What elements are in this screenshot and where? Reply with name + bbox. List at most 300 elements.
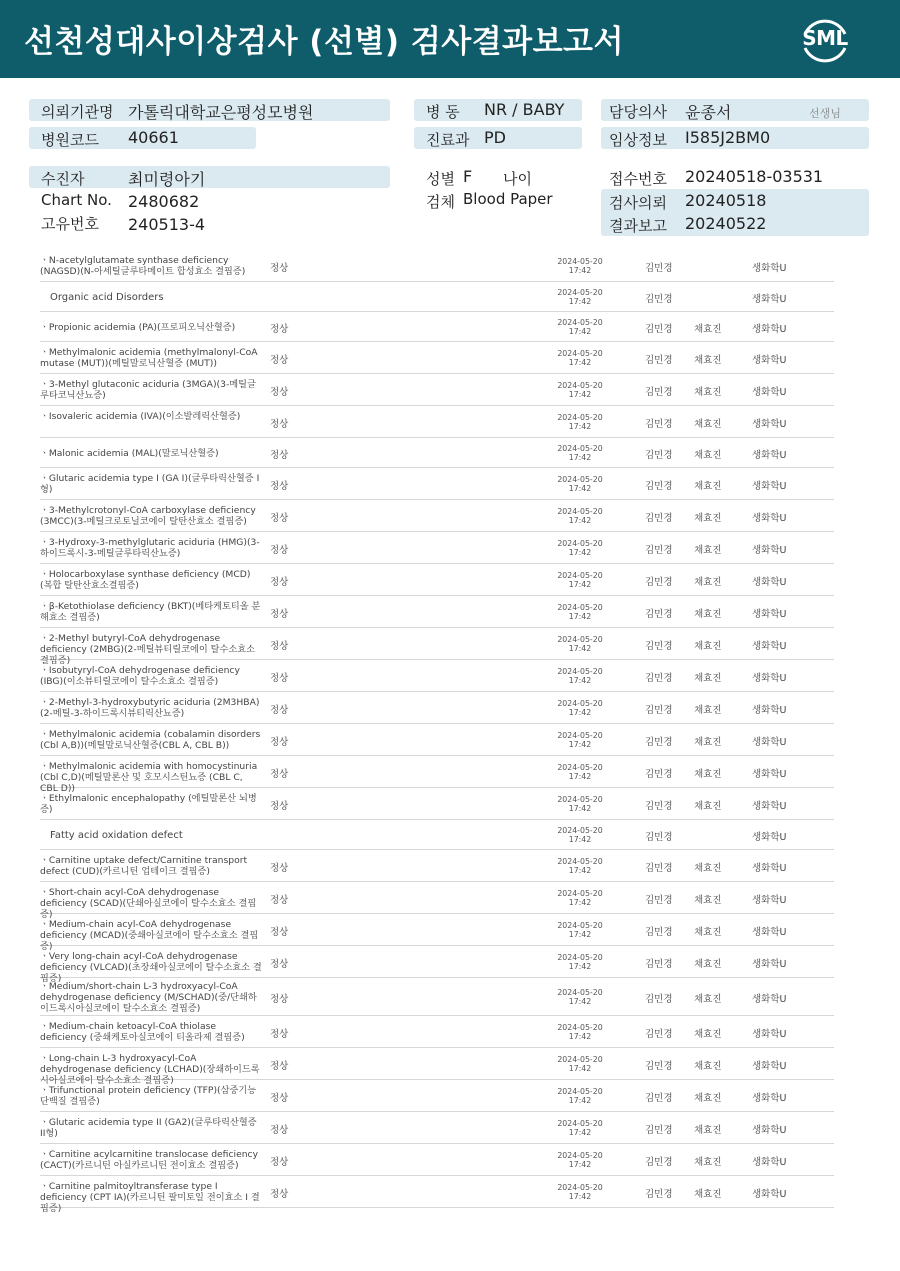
result-value: 정상: [270, 1125, 289, 1136]
result-time: 17:42: [568, 484, 592, 493]
lab-dept: 생화학U: [752, 481, 787, 492]
lab-dept: 생화학U: [752, 609, 787, 620]
test-name: ㆍMalonic acidemia (MAL)(말로닉산혈증): [40, 448, 219, 459]
tester-name: 김민경: [645, 641, 673, 652]
test-name: ㆍ3-Hydroxy-3-methylglutaric aciduria (HMG)(3-하이드록시-3-메틸글루타릭산뇨증): [40, 537, 260, 559]
table-row: [40, 1176, 834, 1214]
lab-dept: 생화학U: [752, 1093, 787, 1104]
result-datetime: [540, 381, 620, 399]
tester-name: 김민경: [645, 863, 673, 874]
result-datetime: [540, 699, 620, 717]
table-row: [40, 282, 834, 312]
table-row: [40, 724, 834, 756]
patient-label: 수진자: [41, 170, 85, 188]
result-value: 정상: [270, 481, 289, 492]
test-name: ㆍHolocarboxylase synthase deficiency (MCD)(복합 탈탄산효소결핍증): [40, 569, 251, 591]
lab-dept: 생화학U: [752, 1061, 787, 1072]
ward-value: NR / BABY: [484, 100, 565, 119]
tester-name: 김민경: [645, 737, 673, 748]
result-date: 2024-05-20: [557, 1087, 603, 1096]
result-datetime: [540, 988, 620, 1006]
test-name: ㆍMethylmalonic acidemia with homocystinuria (Cbl C,D)(메틸말론산 및 호모시스틴뇨증 (CBL C, CBL D)): [40, 761, 258, 794]
result-datetime: [540, 1023, 620, 1041]
result-value: 정상: [270, 737, 289, 748]
report-label: 결과보고: [609, 217, 667, 235]
verifier-name: 채효진: [694, 994, 722, 1005]
tester-name: 김민경: [645, 959, 673, 970]
tester-name: 김민경: [645, 1061, 673, 1072]
table-row: [40, 1144, 834, 1176]
table-row: [40, 946, 834, 984]
table-row: [40, 882, 834, 920]
verifier-name: 채효진: [694, 1189, 722, 1200]
tester-name: 김민경: [645, 450, 673, 461]
result-date: 2024-05-20: [557, 603, 603, 612]
verifier-name: 채효진: [694, 513, 722, 524]
table-row: [40, 1016, 834, 1048]
test-name: ㆍIsobutyryl-CoA dehydrogenase deficiency (IBG)(이소뷰티릴코에이 탈수소효소 결핍증): [40, 665, 240, 687]
test-name: ㆍMedium-chain ketoacyl-CoA thiolase deficiency (중쇄케토아실코에이 티올라제 결핍증): [40, 1021, 245, 1043]
sex-label: 성별: [426, 170, 455, 188]
table-row: [40, 978, 834, 1016]
result-date: 2024-05-20: [557, 826, 603, 835]
lab-dept: 생화학U: [752, 450, 787, 461]
result-time: 17:42: [568, 962, 592, 971]
result-value: 정상: [270, 355, 289, 366]
test-name: ㆍ3-Methyl glutaconic aciduria (3MGA)(3-메틸글루타코닉산뇨증): [40, 379, 256, 401]
tester-name: 김민경: [645, 419, 673, 430]
result-datetime: [540, 795, 620, 813]
lab-dept: 생화학U: [752, 927, 787, 938]
result-time: 17:42: [568, 548, 592, 557]
lab-dept: 생화학U: [752, 801, 787, 812]
lab-dept: 생화학U: [752, 737, 787, 748]
result-time: 17:42: [568, 453, 592, 462]
verifier-name: 채효진: [694, 1157, 722, 1168]
logo-text: SML: [802, 26, 848, 50]
test-name: ㆍCarnitine uptake defect/Carnitine transport defect (CUD)(카르니틴 업테이크 결핍증): [40, 855, 248, 877]
dept-label: 진료과: [426, 131, 470, 149]
result-time: 17:42: [568, 772, 592, 781]
tester-name: 김민경: [645, 609, 673, 620]
result-datetime: [540, 288, 620, 306]
unique-value: 240513-4: [128, 215, 206, 234]
result-datetime: [540, 953, 620, 971]
verifier-name: 채효진: [694, 737, 722, 748]
result-date: 2024-05-20: [557, 857, 603, 866]
table-row: [40, 500, 834, 532]
result-value: 정상: [270, 419, 289, 430]
sml-logo: [797, 12, 853, 68]
result-datetime: [540, 1087, 620, 1105]
table-row: [40, 756, 834, 794]
table-row: [40, 250, 834, 282]
result-value: 정상: [270, 1061, 289, 1072]
tester-name: 김민경: [645, 387, 673, 398]
tester-name: 김민경: [645, 801, 673, 812]
tester-name: 김민경: [645, 1125, 673, 1136]
table-row: [40, 406, 834, 438]
result-datetime: [540, 475, 620, 493]
tester-name: 김민경: [645, 1029, 673, 1040]
result-date: 2024-05-20: [557, 381, 603, 390]
result-datetime: [540, 1119, 620, 1137]
result-time: 17:42: [568, 708, 592, 717]
tester-name: 김민경: [645, 545, 673, 556]
result-date: 2024-05-20: [557, 763, 603, 772]
table-row: [40, 312, 834, 342]
verifier-name: 채효진: [694, 545, 722, 556]
age-label: 나이: [503, 170, 532, 188]
test-name: ㆍEthylmalonic encephalopathy (에틸말론산 뇌병증): [40, 793, 257, 815]
result-value: 정상: [270, 609, 289, 620]
tester-name: 김민경: [645, 513, 673, 524]
lab-dept: 생화학U: [752, 673, 787, 684]
test-name: ㆍ2-Methyl-3-hydroxybutyric aciduria (2M3HBA)(2-메틸-3-하이드록시뷰티릭산뇨증): [40, 697, 260, 719]
result-time: 17:42: [568, 1064, 592, 1073]
lab-dept: 생화학U: [752, 1029, 787, 1040]
verifier-name: 채효진: [694, 769, 722, 780]
request-label: 검사의뢰: [609, 194, 667, 212]
result-date: 2024-05-20: [557, 731, 603, 740]
table-row: [40, 692, 834, 724]
verifier-name: 채효진: [694, 641, 722, 652]
tester-name: 김민경: [645, 1093, 673, 1104]
reception-label: 접수번호: [609, 170, 667, 188]
code-label: 병원코드: [41, 131, 99, 149]
test-name: ㆍ2-Methyl butyryl-CoA dehydrogenase deficiency (2MBG)(2-메틸뷰티릴코에이 탈수소효소 결핍증): [40, 633, 256, 666]
table-row: [40, 914, 834, 952]
tester-name: 김민경: [645, 927, 673, 938]
clinical-label: 임상정보: [609, 131, 667, 149]
result-datetime: [540, 257, 620, 275]
verifier-name: 채효진: [694, 324, 722, 335]
test-name: ㆍN-acetylglutamate synthase deficiency (NAGSD)(N-아세틸글루타메이트 합성효소 결핍증): [40, 255, 246, 277]
result-value: 정상: [270, 263, 289, 274]
result-time: 17:42: [568, 358, 592, 367]
result-datetime: [540, 1151, 620, 1169]
table-row: [40, 1080, 834, 1112]
tester-name: 김민경: [645, 994, 673, 1005]
ward-label: 병 동: [426, 103, 460, 121]
verifier-name: 채효진: [694, 863, 722, 874]
lab-dept: 생화학U: [752, 387, 787, 398]
result-time: 17:42: [568, 266, 592, 275]
result-time: 17:42: [568, 1192, 592, 1201]
result-date: 2024-05-20: [557, 988, 603, 997]
result-value: 정상: [270, 545, 289, 556]
table-row: [40, 1112, 834, 1144]
result-datetime: [540, 635, 620, 653]
result-datetime: [540, 318, 620, 336]
table-row: [40, 820, 834, 850]
result-value: 정상: [270, 641, 289, 652]
table-row: [40, 1048, 834, 1086]
test-name: ㆍCarnitine acylcarnitine translocase deficiency (CACT)(카르니틴 아실카르니틴 전이효소 결핍증): [40, 1149, 259, 1171]
lab-dept: 생화학U: [752, 863, 787, 874]
verifier-name: 채효진: [694, 387, 722, 398]
test-name: ㆍMedium-chain acyl-CoA dehydrogenase deficiency (MCAD)(중쇄아실코에이 탈수소효소 결핍증): [40, 919, 259, 952]
result-date: 2024-05-20: [557, 288, 603, 297]
result-value: 정상: [270, 673, 289, 684]
result-datetime: [540, 413, 620, 431]
result-value: 정상: [270, 577, 289, 588]
result-date: 2024-05-20: [557, 953, 603, 962]
table-row: [40, 628, 834, 666]
result-date: 2024-05-20: [557, 413, 603, 422]
result-time: 17:42: [568, 1096, 592, 1105]
verifier-name: 채효진: [694, 450, 722, 461]
verifier-name: 채효진: [694, 1125, 722, 1136]
verifier-name: 채효진: [694, 419, 722, 430]
report-title: 선천성대사이상검사 (선별) 검사결과보고서: [24, 24, 624, 60]
test-name: ㆍLong-chain L-3 hydroxyacyl-CoA dehydrogenase deficiency (LCHAD)(장쇄하이드록시아실코에이 탈수소효소 결핍증): [40, 1053, 260, 1086]
tester-name: 김민경: [645, 769, 673, 780]
specimen-label: 검체: [426, 193, 455, 211]
lab-dept: 생화학U: [752, 577, 787, 588]
doctor-suffix: 선생님: [809, 107, 841, 120]
lab-dept: 생화학U: [752, 959, 787, 970]
result-value: 정상: [270, 769, 289, 780]
verifier-name: 채효진: [694, 927, 722, 938]
report-header: [0, 0, 900, 78]
section-title: Fatty acid oxidation defect: [50, 830, 183, 841]
result-time: 17:42: [568, 1032, 592, 1041]
lab-dept: 생화학U: [752, 419, 787, 430]
result-date: 2024-05-20: [557, 635, 603, 644]
lab-dept: 생화학U: [752, 355, 787, 366]
result-value: 정상: [270, 387, 289, 398]
result-datetime: [540, 1055, 620, 1073]
result-date: 2024-05-20: [557, 1119, 603, 1128]
result-date: 2024-05-20: [557, 257, 603, 266]
verifier-name: 채효진: [694, 481, 722, 492]
tester-name: 김민경: [645, 577, 673, 588]
result-datetime: [540, 889, 620, 907]
result-value: 정상: [270, 863, 289, 874]
test-name: ㆍCarnitine palmitoyltransferase type I deficiency (CPT IA)(카르니틴 팔미토일 전이효소 I 결핍증): [40, 1181, 260, 1214]
lab-dept: 생화학U: [752, 545, 787, 556]
section-title: Organic acid Disorders: [50, 292, 164, 303]
tester-name: 김민경: [645, 832, 673, 843]
result-date: 2024-05-20: [557, 318, 603, 327]
lab-dept: 생화학U: [752, 994, 787, 1005]
result-datetime: [540, 826, 620, 844]
result-date: 2024-05-20: [557, 349, 603, 358]
result-value: 정상: [270, 959, 289, 970]
result-datetime: [540, 921, 620, 939]
result-date: 2024-05-20: [557, 539, 603, 548]
result-date: 2024-05-20: [557, 507, 603, 516]
unique-label: 고유번호: [41, 215, 99, 233]
result-value: 정상: [270, 994, 289, 1005]
verifier-name: 채효진: [694, 609, 722, 620]
verifier-name: 채효진: [694, 705, 722, 716]
verifier-name: 채효진: [694, 1093, 722, 1104]
result-datetime: [540, 857, 620, 875]
reception-value: 20240518-03531: [685, 167, 824, 186]
test-name: ㆍβ-Ketothiolase deficiency (BKT)(베타케토티올 분해효소 결핍증): [40, 601, 261, 623]
tester-name: 김민경: [645, 705, 673, 716]
result-date: 2024-05-20: [557, 1151, 603, 1160]
result-time: 17:42: [568, 1160, 592, 1169]
test-name: ㆍMedium/short-chain L-3 hydroxyacyl-CoA dehydrogenase deficiency (M/SCHAD)(중/단쇄하이드록시아실코에이 탈수소효소 결핍증): [40, 981, 257, 1014]
table-row: [40, 850, 834, 882]
result-value: 정상: [270, 927, 289, 938]
code-value: 40661: [128, 128, 179, 147]
test-name: ㆍTrifunctional protein deficiency (TFP)(삼중기능단백질 결핍증): [40, 1085, 257, 1107]
verifier-name: 채효진: [694, 959, 722, 970]
test-name: ㆍVery long-chain acyl-CoA dehydrogenase deficiency (VLCAD)(초장쇄아실코에이 탈수소효소 결핍증): [40, 951, 262, 984]
verifier-name: 채효진: [694, 895, 722, 906]
result-time: 17:42: [568, 1128, 592, 1137]
result-time: 17:42: [568, 835, 592, 844]
tester-name: 김민경: [645, 294, 673, 305]
result-datetime: [540, 1183, 620, 1201]
test-name: ㆍIsovaleric acidemia (IVA)(이소발레릭산혈증): [40, 411, 241, 422]
result-date: 2024-05-20: [557, 1023, 603, 1032]
lab-dept: 생화학U: [752, 263, 787, 274]
result-time: 17:42: [568, 297, 592, 306]
table-row: [40, 374, 834, 406]
result-time: 17:42: [568, 580, 592, 589]
chart-label: Chart No.: [41, 191, 112, 209]
result-time: 17:42: [568, 866, 592, 875]
result-time: 17:42: [568, 422, 592, 431]
hospital-label: 의뢰기관명: [41, 103, 114, 121]
specimen-value: Blood Paper: [463, 190, 553, 208]
result-value: 정상: [270, 324, 289, 335]
result-time: 17:42: [568, 516, 592, 525]
result-time: 17:42: [568, 997, 592, 1006]
result-value: 정상: [270, 513, 289, 524]
result-date: 2024-05-20: [557, 699, 603, 708]
result-datetime: [540, 667, 620, 685]
report-value: 20240522: [685, 214, 767, 233]
results-table: [40, 250, 834, 1214]
tester-name: 김민경: [645, 895, 673, 906]
result-date: 2024-05-20: [557, 889, 603, 898]
lab-dept: 생화학U: [752, 705, 787, 716]
result-value: 정상: [270, 1157, 289, 1168]
result-value: 정상: [270, 1093, 289, 1104]
doctor-label: 담당의사: [609, 103, 667, 121]
tester-name: 김민경: [645, 355, 673, 366]
lab-dept: 생화학U: [752, 294, 787, 305]
result-time: 17:42: [568, 390, 592, 399]
test-name: ㆍ3-Methylcrotonyl-CoA carboxylase deficiency (3MCC)(3-메틸크로토닐코에이 탈탄산효소 결핍증): [40, 505, 256, 527]
dept-value: PD: [484, 128, 506, 147]
result-value: 정상: [270, 895, 289, 906]
result-time: 17:42: [568, 327, 592, 336]
table-row: [40, 342, 834, 374]
verifier-name: 채효진: [694, 1061, 722, 1072]
verifier-name: 채효진: [694, 801, 722, 812]
verifier-name: 채효진: [694, 577, 722, 588]
tester-name: 김민경: [645, 263, 673, 274]
result-time: 17:42: [568, 740, 592, 749]
table-row: [40, 438, 834, 468]
table-row: [40, 564, 834, 596]
test-name: ㆍMethylmalonic acidemia (methylmalonyl-CoA mutase (MUT))(메틸말로닉산혈증 (MUT)): [40, 347, 258, 369]
result-value: 정상: [270, 1189, 289, 1200]
verifier-name: 채효진: [694, 355, 722, 366]
result-time: 17:42: [568, 644, 592, 653]
table-row: [40, 468, 834, 500]
lab-dept: 생화학U: [752, 1189, 787, 1200]
result-datetime: [540, 349, 620, 367]
result-time: 17:42: [568, 676, 592, 685]
patient-value: 최미령아기: [128, 170, 206, 189]
lab-dept: 생화학U: [752, 1157, 787, 1168]
lab-dept: 생화학U: [752, 1125, 787, 1136]
result-value: 정상: [270, 450, 289, 461]
result-datetime: [540, 603, 620, 621]
result-date: 2024-05-20: [557, 571, 603, 580]
verifier-name: 채효진: [694, 1029, 722, 1040]
lab-dept: 생화학U: [752, 769, 787, 780]
table-row: [40, 532, 834, 564]
result-time: 17:42: [568, 898, 592, 907]
chart-value: 2480682: [128, 192, 200, 211]
result-value: 정상: [270, 705, 289, 716]
result-time: 17:42: [568, 804, 592, 813]
result-datetime: [540, 539, 620, 557]
result-datetime: [540, 731, 620, 749]
lab-dept: 생화학U: [752, 832, 787, 843]
lab-dept: 생화학U: [752, 895, 787, 906]
result-date: 2024-05-20: [557, 667, 603, 676]
verifier-name: 채효진: [694, 673, 722, 684]
sex-value: F: [463, 167, 473, 186]
result-value: 정상: [270, 1029, 289, 1040]
tester-name: 김민경: [645, 1157, 673, 1168]
result-date: 2024-05-20: [557, 921, 603, 930]
test-name: ㆍShort-chain acyl-CoA dehydrogenase deficiency (SCAD)(단쇄아실코에이 탈수소효소 결핍증): [40, 887, 257, 920]
result-datetime: [540, 763, 620, 781]
lab-dept: 생화학U: [752, 324, 787, 335]
doctor-value: 윤종서: [685, 103, 732, 122]
result-datetime: [540, 571, 620, 589]
table-row: [40, 660, 834, 692]
tester-name: 김민경: [645, 481, 673, 492]
test-name: ㆍMethylmalonic acidemia (cobalamin disorders (Cbl A,B))(메틸말로닉산혈증(CBL A, CBL B)): [40, 729, 261, 751]
test-name: ㆍGlutaric acidemia type I (GA I)(글루타릭산혈증 I형): [40, 473, 260, 495]
result-date: 2024-05-20: [557, 444, 603, 453]
result-date: 2024-05-20: [557, 1055, 603, 1064]
tester-name: 김민경: [645, 1189, 673, 1200]
lab-dept: 생화학U: [752, 641, 787, 652]
tester-name: 김민경: [645, 324, 673, 335]
result-time: 17:42: [568, 612, 592, 621]
result-time: 17:42: [568, 930, 592, 939]
lab-dept: 생화학U: [752, 513, 787, 524]
result-date: 2024-05-20: [557, 795, 603, 804]
result-value: 정상: [270, 801, 289, 812]
hospital-value: 가톨릭대학교은평성모병원: [128, 103, 314, 122]
table-row: [40, 596, 834, 628]
result-date: 2024-05-20: [557, 475, 603, 484]
clinical-value: I585J2BM0: [685, 128, 771, 147]
tester-name: 김민경: [645, 673, 673, 684]
table-row: [40, 788, 834, 820]
test-name: ㆍGlutaric acidemia type II (GA2)(글루타릭산혈증 II형): [40, 1117, 257, 1139]
test-name: ㆍPropionic acidemia (PA)(프로피오닉산혈증): [40, 322, 236, 333]
request-value: 20240518: [685, 191, 767, 210]
result-datetime: [540, 507, 620, 525]
result-date: 2024-05-20: [557, 1183, 603, 1192]
result-datetime: [540, 444, 620, 462]
